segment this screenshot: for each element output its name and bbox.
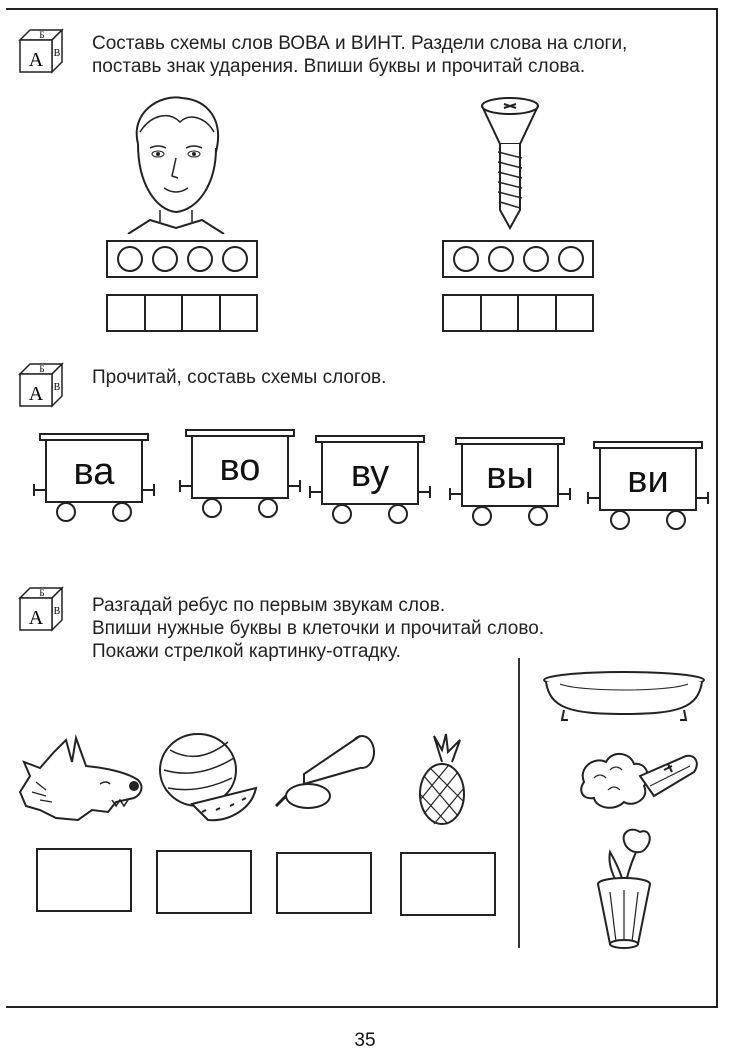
svg-text:Б: Б [39, 364, 45, 374]
task3-line2: Впиши нужные буквы в клеточки и прочитай слово. [92, 618, 545, 639]
wagon-3 [306, 432, 434, 528]
wagon-1 [30, 430, 158, 526]
svg-text:Б: Б [39, 588, 45, 598]
syllable-label: вы [486, 455, 534, 497]
page-number: 35 [354, 1030, 376, 1051]
answer-box-4[interactable] [400, 852, 496, 916]
svg-text:А: А [28, 49, 44, 71]
vase-with-tulip-picture[interactable] [590, 826, 660, 952]
alphabet-block-icon [16, 26, 64, 74]
svg-text:В: В [53, 48, 61, 59]
task1-line1: Составь схемы слов ВОВА и ВИНТ. Раздели слова на слоги, [92, 33, 628, 54]
alphabet-block-icon [16, 360, 64, 408]
svg-text:В: В [53, 382, 61, 393]
watermelon-picture [156, 730, 260, 826]
alphabet-block-icon [16, 584, 64, 632]
wagon-5 [584, 438, 712, 534]
task3-line1: Разгадай ребус по первым звукам слов. [92, 595, 446, 616]
task2-instruction: Прочитай, составь схемы слогов. [92, 367, 387, 388]
word-letter-boxes-1[interactable] [106, 294, 258, 332]
cotton-and-bandage-picture[interactable] [578, 746, 700, 814]
svg-text:Б: Б [39, 30, 45, 40]
task1-line2: поставь знак ударения. Впиши буквы и прочитай слова. [92, 56, 586, 77]
syllable-label: ву [350, 453, 390, 495]
syllable-label: ви [627, 459, 669, 501]
answer-box-2[interactable] [156, 850, 252, 914]
task3-instruction [92, 594, 544, 663]
syllable-label: во [219, 447, 261, 489]
task3-line3: Покажи стрелкой картинку-отгадку. [92, 641, 401, 662]
wagon-4 [446, 434, 574, 530]
svg-text:А: А [28, 607, 44, 629]
boy-face-picture [120, 92, 232, 234]
svg-text:А: А [28, 383, 44, 405]
screw-picture [478, 94, 542, 230]
word-letter-boxes-2[interactable] [442, 294, 594, 332]
answer-box-1[interactable] [36, 848, 132, 912]
horn-picture [274, 734, 380, 814]
svg-text:В: В [53, 606, 61, 617]
bathtub-picture[interactable] [540, 668, 708, 726]
word-scheme-circles-2 [442, 240, 594, 278]
syllable-label: ва [73, 451, 115, 493]
task1-instruction [92, 32, 627, 78]
word-scheme-circles-1 [106, 240, 258, 278]
vertical-divider [518, 658, 520, 948]
pineapple-picture [412, 732, 472, 828]
wolf-picture [16, 732, 146, 824]
wagon-2 [176, 426, 304, 522]
answer-box-3[interactable] [276, 852, 372, 914]
